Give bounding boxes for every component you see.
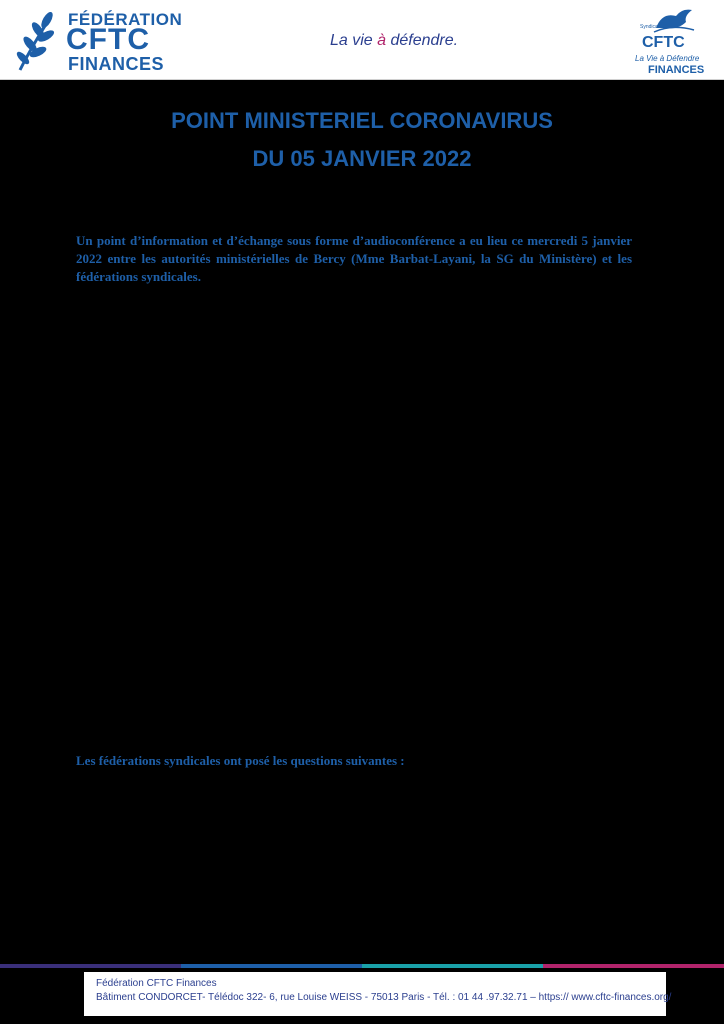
- logo-cftc-label: CFTC: [642, 34, 685, 51]
- logo-motto: La Vie à Défendre: [635, 54, 700, 63]
- footer-bar-segment: [181, 964, 362, 968]
- footer-organization: Fédération CFTC Finances: [96, 978, 217, 989]
- olive-branch-icon: [14, 12, 60, 74]
- footer-bar-segment: [543, 964, 724, 968]
- tagline-start: La vie: [330, 32, 378, 49]
- federation-logo: [14, 10, 183, 76]
- tagline-accent: à: [377, 32, 387, 49]
- footer-address: Bâtiment CONDORCET- Télédoc 322- 6, rue Louise WEISS - 75013 Paris - Tél. : 01 44 .97.32.71 – https:// www.cftc-finances.org/: [96, 992, 672, 1003]
- intro-paragraph: Un point d’information et d’échange sous forme d’audioconférence a eu lieu ce mercredi 5 janvier 2022 entre les autorités ministérielles de Bercy (Mme Barbat-Layani, la SG du Ministère) et les fédérations syndicales.: [76, 233, 632, 284]
- footer-color-bar: [0, 964, 724, 968]
- logo-finances-label: FINANCES: [648, 64, 705, 76]
- logo-syndicat-label: Syndicat: [640, 24, 660, 30]
- syndicat-logo: [632, 6, 712, 78]
- document-subtitle-date: DU 05 JANVIER 2022: [252, 146, 472, 171]
- page-header: [0, 0, 724, 80]
- logo-line-finances: FINANCES: [68, 54, 165, 74]
- logo-line-cftc: CFTC: [66, 23, 150, 56]
- page-footer: [84, 972, 672, 1016]
- logo-line-federation: FÉDÉRATION: [68, 10, 183, 29]
- document-title: POINT MINISTERIEL CORONAVIRUS: [171, 108, 553, 133]
- tagline-end: défendre.: [386, 32, 459, 49]
- footer-bar-segment: [362, 964, 543, 968]
- questions-paragraph: Les fédérations syndicales ont posé les questions suivantes :: [76, 753, 405, 768]
- tagline: [330, 32, 458, 50]
- footer-bar-segment: [0, 964, 181, 968]
